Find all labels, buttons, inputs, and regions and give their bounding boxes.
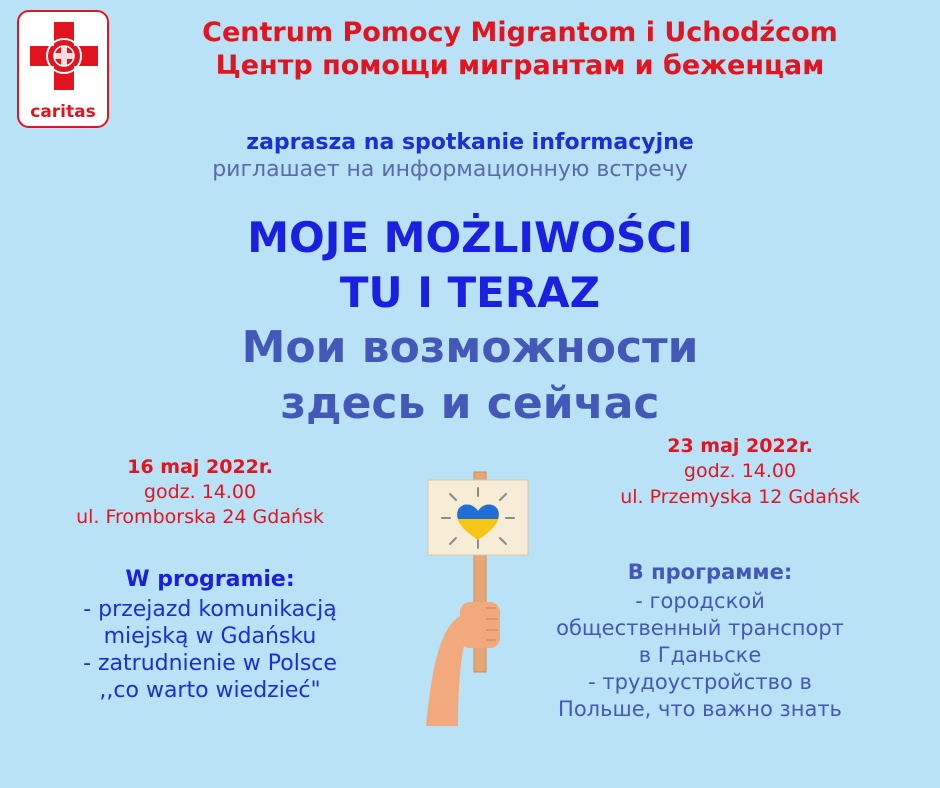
- org-name-pl: Centrum Pomocy Migrantom i Uchodźcom: [202, 17, 838, 48]
- program-pl-item: - przejazd komunikacją: [83, 597, 337, 622]
- program-ru-list: [500, 588, 900, 723]
- org-name-ru: Центр помощи мигрантам и беженцам: [215, 50, 825, 81]
- program-pl-item: - zatrudnienie w Polsce: [83, 651, 337, 676]
- program-pl-item: ,,co warto wiedzieć": [99, 678, 321, 703]
- program-ru-item: Польше, что важно знать: [558, 697, 842, 721]
- program-ru-item: в Гданьске: [638, 643, 762, 667]
- event1-address: ul. Fromborska 24 Gdańsk: [76, 506, 324, 528]
- program-ru-item: общественный транспорт: [556, 616, 844, 640]
- caritas-wordmark: caritas: [30, 102, 96, 122]
- program-ru-item: - трудоустройство в: [588, 670, 812, 694]
- invite-text-pl: zaprasza na spotkanie informacyjne: [246, 130, 694, 155]
- title-pl-line2: TU I TERAZ: [339, 268, 601, 317]
- event1-date: 16 maj 2022r.: [127, 456, 273, 478]
- event2-time: godz. 14.00: [683, 460, 797, 482]
- program-pl-heading: W programie:: [125, 567, 295, 592]
- program-pl-item: miejską w Gdańsku: [103, 624, 317, 649]
- event2-date: 23 maj 2022r.: [667, 435, 813, 457]
- title-ru-line1: Мои возможности: [241, 322, 699, 373]
- program-ru-item: - городской: [635, 589, 765, 613]
- title-ru-line2: здесь и сейчас: [280, 378, 660, 429]
- event2-address: ul. Przemyska 12 Gdańsk: [620, 486, 860, 508]
- program-pl-list: [20, 596, 400, 704]
- program-ru-heading: В программе:: [627, 560, 793, 584]
- caritas-logo: [17, 10, 109, 128]
- invite-text-ru: риглашает на информационную встречу: [212, 157, 688, 182]
- title-pl-line1: MOJE MOŻLIWOŚCI: [247, 213, 693, 262]
- caritas-cross-icon: [28, 20, 100, 92]
- event1-time: godz. 14.00: [143, 481, 257, 503]
